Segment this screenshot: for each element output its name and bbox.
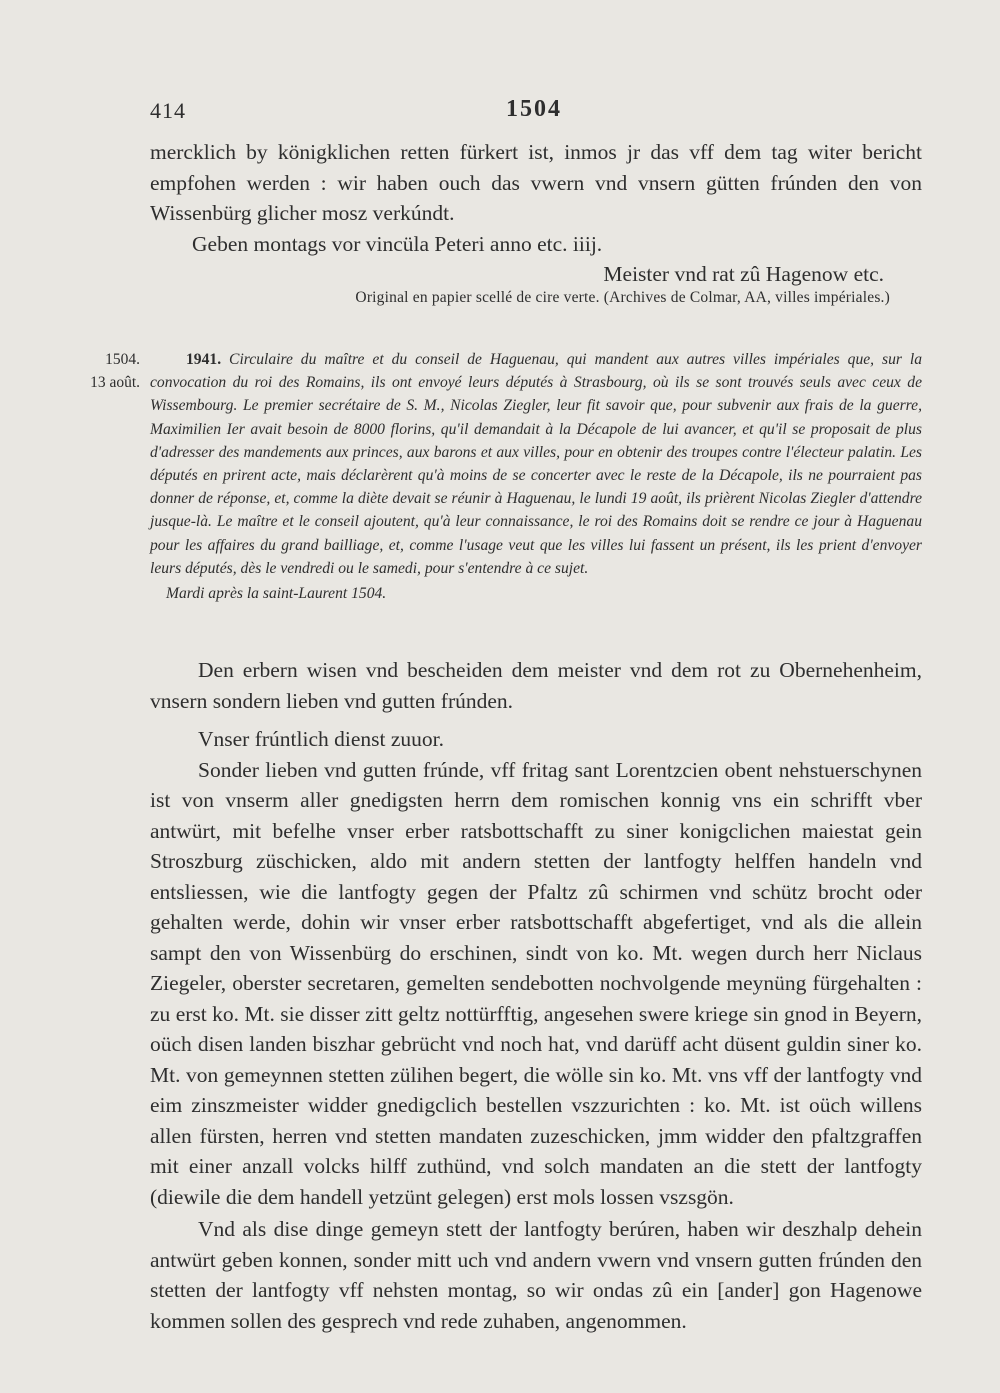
document-number: 1941. <box>186 351 222 368</box>
letter-paragraph-2: Vnd als dise dinge gemeyn stett der lantfogty berúren, haben wir deszhalp dehein antwürt geben konnen, sonder mitt uch vnd andern vwern vnd vnsern gutten frúnden den stetten der lantfogty vff nehsten montag, so wir ondas zû ein [ander] gon Hagenowe kommen sollen des gesprech vnd rede zuhaben, angenommen. <box>150 1217 922 1333</box>
letter-paragraph-1: Sonder lieben vnd gutten frúnde, vff fritag sant Lorentzcien obent nehstuerschynen ist von vnserm aller gnedigsten herrn dem romischen konnig vns ein schrifft vber antwürt, mit befelhe vnser erber ratsbottschafft zu siner konigclichen maiestat gein Stroszburg züschicken, aldo mit andern stetten der lantfogty helffen handeln vnd entsliessen, wie die lantfogty gegen der Pfaltz zû schirmen vnd schütz brocht oder gehalten werde, dohin wir vnser erber ratsbottschafft abgefertiget, vnd als die allein sampt den von Wissenbürg do erschinen, sindt von ko. Mt. wegen durch herr Niclaus Ziegeler, oberster secretaren, gemelten sendebotten nochvolgende meynüng fürgehalten : zu erst ko. Mt. sie disser zitt geltz nottürfftig, angesehen swere kriege sin gnod in Beyern, oüch disen landen biszhar gebrücht vnd noch hat, vnd darüff acht düsent guldin siner ko. Mt. von gemeynnen stetten zülihen begert, die wölle sin ko. Mt. vns vff der lantfogty vnd eim zinszmeister widder gnedigclich bestellen vszzurichten : ko. Mt. ist oüch willens allen fürsten, herren vnd stetten mandaten zuzeschicken, jmm widder den pfaltzgraffen mit einer anzall volcks hilff zuthünd, vnd solch mandaten an die stett der lantfogty (diewile die dem handell yetzünt gelegen) erst mols lossen vszsgön. <box>150 757 922 1209</box>
page-number: 414 <box>150 98 186 123</box>
signature-line: Meister vnd rat zû Hagenow etc. <box>603 262 884 286</box>
dating-line: Geben montags vor vincüla Peteri anno etc. iiij. <box>192 231 603 256</box>
continuation-paragraph: mercklich by königklichen retten fürkert ist, inmos jr das vff dem tag witer bericht empfohen werden : wir haben ouch das vwern vnd vnsern gütten frúnden den von Wissenbürg glicher mosz verkúndt. <box>150 140 922 225</box>
letter-address: Den erbern wisen vnd bescheiden dem meister vnd dem rot zu Obernehenheim, vnsern sondern lieben vnd gutten frúnden. <box>150 658 922 713</box>
letter-body <box>150 655 922 1336</box>
summary-date: Mardi après la saint-Laurent 1504. <box>166 585 387 603</box>
margin-date <box>60 348 140 394</box>
previous-document-ending <box>150 137 922 290</box>
running-year-heading: 1504 <box>506 96 562 122</box>
page-header <box>150 98 918 128</box>
summary-paragraph <box>150 348 922 580</box>
margin-day: 13 août. <box>90 374 140 391</box>
margin-year: 1504. <box>105 351 140 368</box>
archive-source-note: Original en papier scellé de cire verte. (Archives de Colmar, AA, villes impériales.) <box>355 289 890 306</box>
document-summary <box>150 348 922 605</box>
letter-salutation: Vnser frúntlich dienst zuuor. <box>198 727 445 751</box>
summary-text: Circulaire du maître et du conseil de Haguenau, qui mandent aux autres villes impériales que, sur la convocation du roi des Romains, ils ont envoyé leurs députés à Strasbourg, où ils se sont trouvés seuls avec ceux de Wissembourg. Le premier secrétaire de S. M., Nicolas Ziegler, leur fit savoir que, pour subvenir aux frais de la guerre, Maximilien Ier avait besoin de 8000 florins, qu'il demandait à la Décapole de lui avancer, et qu'il se proposait de plus d'adresser des mandements aux princes, aux barons et aux villes, pour en obtenir des troupes contre l'électeur palatin. Les députés en prirent acte, mais déclarèrent qu'à moins de se concerter avec le reste de la Décapole, ils ne pourraient pas donner de réponse, et, comme la diète devait se réunir à Haguenau, le lundi 19 août, ils prièrent Nicolas Ziegler d'attendre jusque-là. Le maître et le conseil ajoutent, qu'à leur connaissance, le roi des Romains doit se rendre ce jour à Haguenau pour les affaires du grand bailliage, et, comme l'usage veut que les villes lui fassent un présent, ils les prient d'envoyer leurs députés, dès le vendredi ou le samedi, pour s'entendre à ce sujet. <box>150 351 923 577</box>
